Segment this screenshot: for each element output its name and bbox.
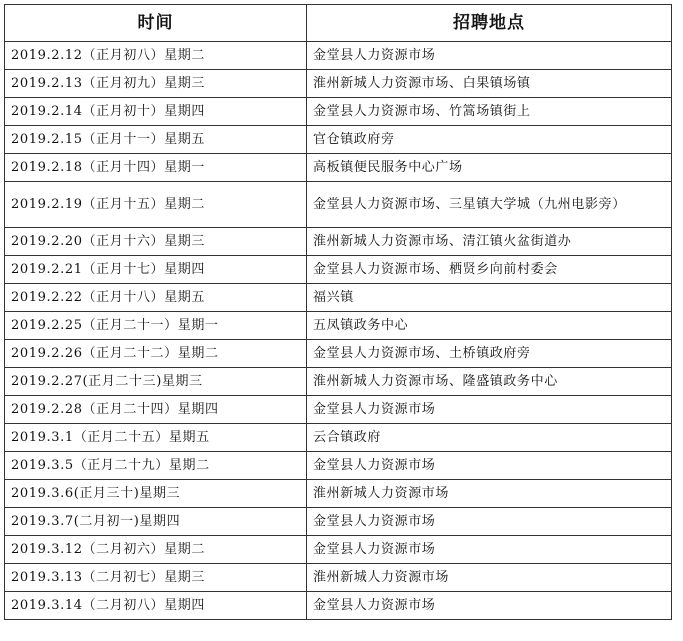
time-cell: 2019.2.21（正月十七）星期四 [5,256,307,284]
place-cell: 淮州新城人力资源市场、隆盛镇政务中心 [307,368,672,396]
place-cell: 金堂县人力资源市场、竹篙场镇街上 [307,98,672,126]
place-cell: 金堂县人力资源市场 [307,592,672,620]
table-row [5,368,672,396]
place-cell: 金堂县人力资源市场 [307,396,672,424]
time-cell: 2019.2.25（正月二十一）星期一 [5,312,307,340]
time-cell: 2019.3.12（二月初六）星期二 [5,536,307,564]
place-cell: 金堂县人力资源市场、栖贤乡向前村委会 [307,256,672,284]
place-cell: 金堂县人力资源市场 [307,452,672,480]
time-cell: 2019.3.7(二月初一)星期四 [5,508,307,536]
time-cell: 2019.3.5（正月二十九）星期二 [5,452,307,480]
place-cell: 福兴镇 [307,284,672,312]
table-row [5,154,672,182]
table-row [5,452,672,480]
time-cell: 2019.2.28（正月二十四）星期四 [5,396,307,424]
place-cell: 云合镇政府 [307,424,672,452]
time-cell: 2019.2.20（正月十六）星期三 [5,228,307,256]
place-cell: 金堂县人力资源市场 [307,536,672,564]
table-row [5,536,672,564]
table-row [5,256,672,284]
time-cell: 2019.2.13（正月初九）星期三 [5,70,307,98]
place-header: 招聘地点 [307,5,672,42]
time-cell: 2019.2.18（正月十四）星期一 [5,154,307,182]
table-row [5,508,672,536]
time-cell: 2019.2.22（正月十八）星期五 [5,284,307,312]
place-cell: 五凤镇政务中心 [307,312,672,340]
table-row [5,340,672,368]
recruitment-schedule-table [4,4,672,620]
table-row [5,396,672,424]
table-row [5,42,672,70]
place-cell: 金堂县人力资源市场 [307,42,672,70]
header-row [5,5,672,42]
table-row [5,564,672,592]
table-row [5,228,672,256]
table-row [5,480,672,508]
time-cell: 2019.3.1（正月二十五）星期五 [5,424,307,452]
time-cell: 2019.2.15（正月十一）星期五 [5,126,307,154]
place-cell: 淮州新城人力资源市场 [307,480,672,508]
table-row [5,592,672,620]
place-cell: 官仓镇政府旁 [307,126,672,154]
place-cell: 淮州新城人力资源市场、白果镇场镇 [307,70,672,98]
time-cell: 2019.3.13（二月初七）星期三 [5,564,307,592]
time-cell: 2019.2.26（正月二十二）星期二 [5,340,307,368]
time-cell: 2019.2.12（正月初八）星期二 [5,42,307,70]
table-row [5,126,672,154]
table-row [5,70,672,98]
place-cell: 高板镇便民服务中心广场 [307,154,672,182]
place-cell: 金堂县人力资源市场、三星镇大学城（九州电影旁） [307,182,672,228]
place-cell: 金堂县人力资源市场、土桥镇政府旁 [307,340,672,368]
time-cell: 2019.3.6(正月三十)星期三 [5,480,307,508]
place-cell: 淮州新城人力资源市场、清江镇火盆街道办 [307,228,672,256]
place-cell: 金堂县人力资源市场 [307,508,672,536]
time-cell: 2019.2.14（正月初十）星期四 [5,98,307,126]
place-cell: 淮州新城人力资源市场 [307,564,672,592]
time-header: 时间 [5,5,307,42]
time-cell: 2019.2.19（正月十五）星期二 [5,182,307,228]
table-row [5,424,672,452]
table-row [5,284,672,312]
table-row [5,98,672,126]
table-row [5,312,672,340]
table-row [5,182,672,228]
time-cell: 2019.3.14（二月初八）星期四 [5,592,307,620]
time-cell: 2019.2.27(正月二十三)星期三 [5,368,307,396]
